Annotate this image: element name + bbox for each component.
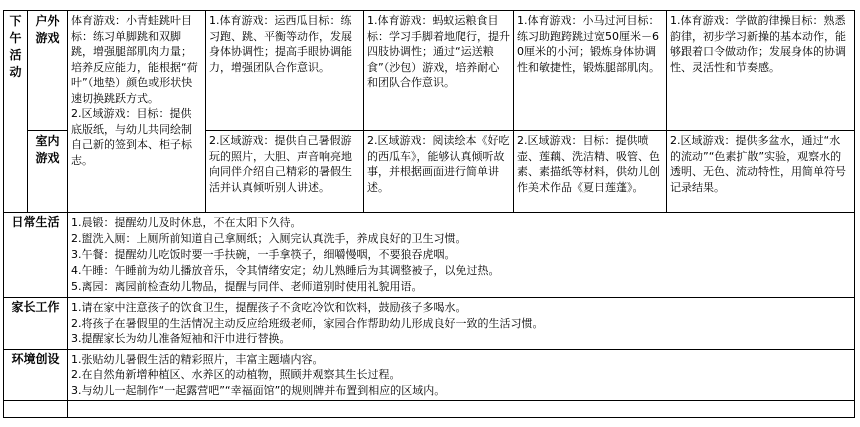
label-char: 动	[9, 65, 22, 79]
environment-label: 环境创设	[4, 349, 68, 401]
label-part: 游戏	[35, 31, 60, 45]
daily-life-content	[68, 213, 855, 298]
daily-life-line: 1.晨锻：提醒幼儿及时休息，不在太阳下久待。	[71, 216, 302, 229]
parent-work-label: 家长工作	[4, 298, 68, 350]
trailing-row	[4, 401, 855, 418]
trailing-row-label	[4, 401, 68, 418]
parent-work-line: 3.提醒家长为幼儿准备短袖和汗巾进行替换。	[71, 332, 291, 345]
outdoor-plan-text: 1.体育游戏：蚂蚁运粮食目标：学习手脚着地爬行，提升四肢协调性；通过“运送粮食”（沙包）游戏，培养耐心和团队合作意识。	[367, 14, 510, 89]
trailing-row-content	[68, 401, 855, 418]
outdoor-plan-cell-col-4	[514, 11, 667, 131]
parent-work-line: 1.请在家中注意孩子的饮食卫生，提醒孩子不贪吃冷饮和饮料，鼓励孩子多喝水。	[71, 301, 467, 314]
daily-life-line: 3.午餐：提醒幼儿吃饭时要一手扶碗，一手拿筷子，细嚼慢咽，不要狼吞虎咽。	[71, 248, 456, 261]
plan-cell-col-1	[68, 11, 206, 213]
indoor-plan-text: 2.区域游戏：目标：提供喷壶、莲藕、洗洁精、吸管、色素、素描纸等材料，供幼儿创作美术作品《夏日莲蓬》。	[517, 134, 660, 194]
outdoor-games-label	[28, 11, 68, 131]
indoor-plan-cell-col-4	[514, 131, 667, 213]
outdoor-plan-text: 1.体育游戏：小马过河目标：练习助跑跨跳过宽50厘米－60厘米的小河；锻炼身体协调性和敏捷性，锻炼腿部肌肉。	[517, 14, 660, 74]
indoor-plan-cell-col-5	[667, 131, 855, 213]
outdoor-plan-cell-col-2	[206, 11, 364, 131]
indoor-plan-cell-col-3	[364, 131, 514, 213]
environment-line: 3.与幼儿一起制作“一起露营吧”“幸福面馆”的规则牌并布置到相应的区域内。	[71, 383, 446, 397]
indoor-plan-text: 2.区域游戏：提供自己暑假游玩的照片，大胆、声音响亮地向同伴介绍自己精彩的暑假生活并认真倾听别人讲述。	[209, 134, 352, 194]
outdoor-plan-text: 体育游戏：小青蛙跳叶目标：练习单脚跳和双脚跳，增强腿部肌肉力量；培养反应能力，能根据“荷叶”（地垫）颜色或形状快速切换跳跃方式。	[71, 14, 198, 105]
daily-life-row	[4, 213, 855, 298]
indoor-plan-text: 2.区域游戏：阅读绘本《好吃的西瓜车》，能够认真倾听故事，并根据画面进行简单讲述。	[367, 134, 510, 194]
afternoon-activities-label	[4, 11, 28, 213]
outdoor-plan-text: 1.体育游戏：运西瓜目标：练习跑、跳、平衡等动作，发展身体协调性；提高手眼协调能力，增强团队合作意识。	[209, 14, 352, 74]
daily-life-line: 5.离园：离园前检查幼儿物品，提醒与同伴、老师道别时使用礼貌用语。	[71, 280, 423, 293]
daily-life-line: 4.午睡：午睡前为幼儿播放音乐，令其情绪安定；幼儿熟睡后为其调整被子，以免过热。	[71, 264, 500, 277]
label-part: 室内	[35, 134, 60, 148]
indoor-plan-cell-col-2	[206, 131, 364, 213]
daily-life-line: 2.盥洗入厕：上厕所前知道自己拿厕纸；入厕完认真洗手，养成良好的卫生习惯。	[71, 232, 467, 245]
environment-content	[68, 349, 855, 401]
outdoor-plan-cell-col-3	[364, 11, 514, 131]
label-part: 游戏	[35, 151, 60, 165]
weekly-plan-table	[3, 10, 855, 418]
environment-line: 1.张贴幼儿暑假生活的精彩照片，丰富主题墙内容。	[71, 352, 324, 366]
parent-work-row	[4, 298, 855, 350]
label-char: 午	[9, 31, 22, 45]
outdoor-plan-text: 1.体育游戏：学做韵律操目标：熟悉韵律，初步学习新操的基本动作，能够跟着口令做动作；发展身体的协调性、灵活性和节奏感。	[670, 14, 846, 74]
label-char: 下	[9, 14, 22, 28]
label-part: 户外	[35, 14, 60, 28]
environment-row	[4, 349, 855, 401]
afternoon-outdoor-row	[4, 11, 855, 131]
indoor-plan-text: 2.区域游戏：目标：提供底版纸，与幼儿共同绘制自己新的签到本、柜子标志。	[71, 107, 192, 167]
indoor-games-label	[28, 131, 68, 213]
parent-work-line: 2.将孩子在暑假里的生活情况主动反应给班级老师，家园合作帮助幼儿形成良好一致的生活习惯。	[71, 316, 544, 330]
label-char: 活	[9, 48, 22, 62]
environment-line: 2.在自然角新增种植区、水养区的动植物，照顾并观察其生长过程。	[71, 368, 401, 381]
parent-work-content	[68, 298, 855, 350]
outdoor-plan-cell-col-5	[667, 11, 855, 131]
indoor-plan-text: 2.区域游戏：提供多盆水，通过“水的流动”“色素扩散”实验，观察水的透明、无色、流动特性，用简单符号记录结果。	[670, 134, 846, 194]
daily-life-label: 日常生活	[4, 213, 68, 298]
